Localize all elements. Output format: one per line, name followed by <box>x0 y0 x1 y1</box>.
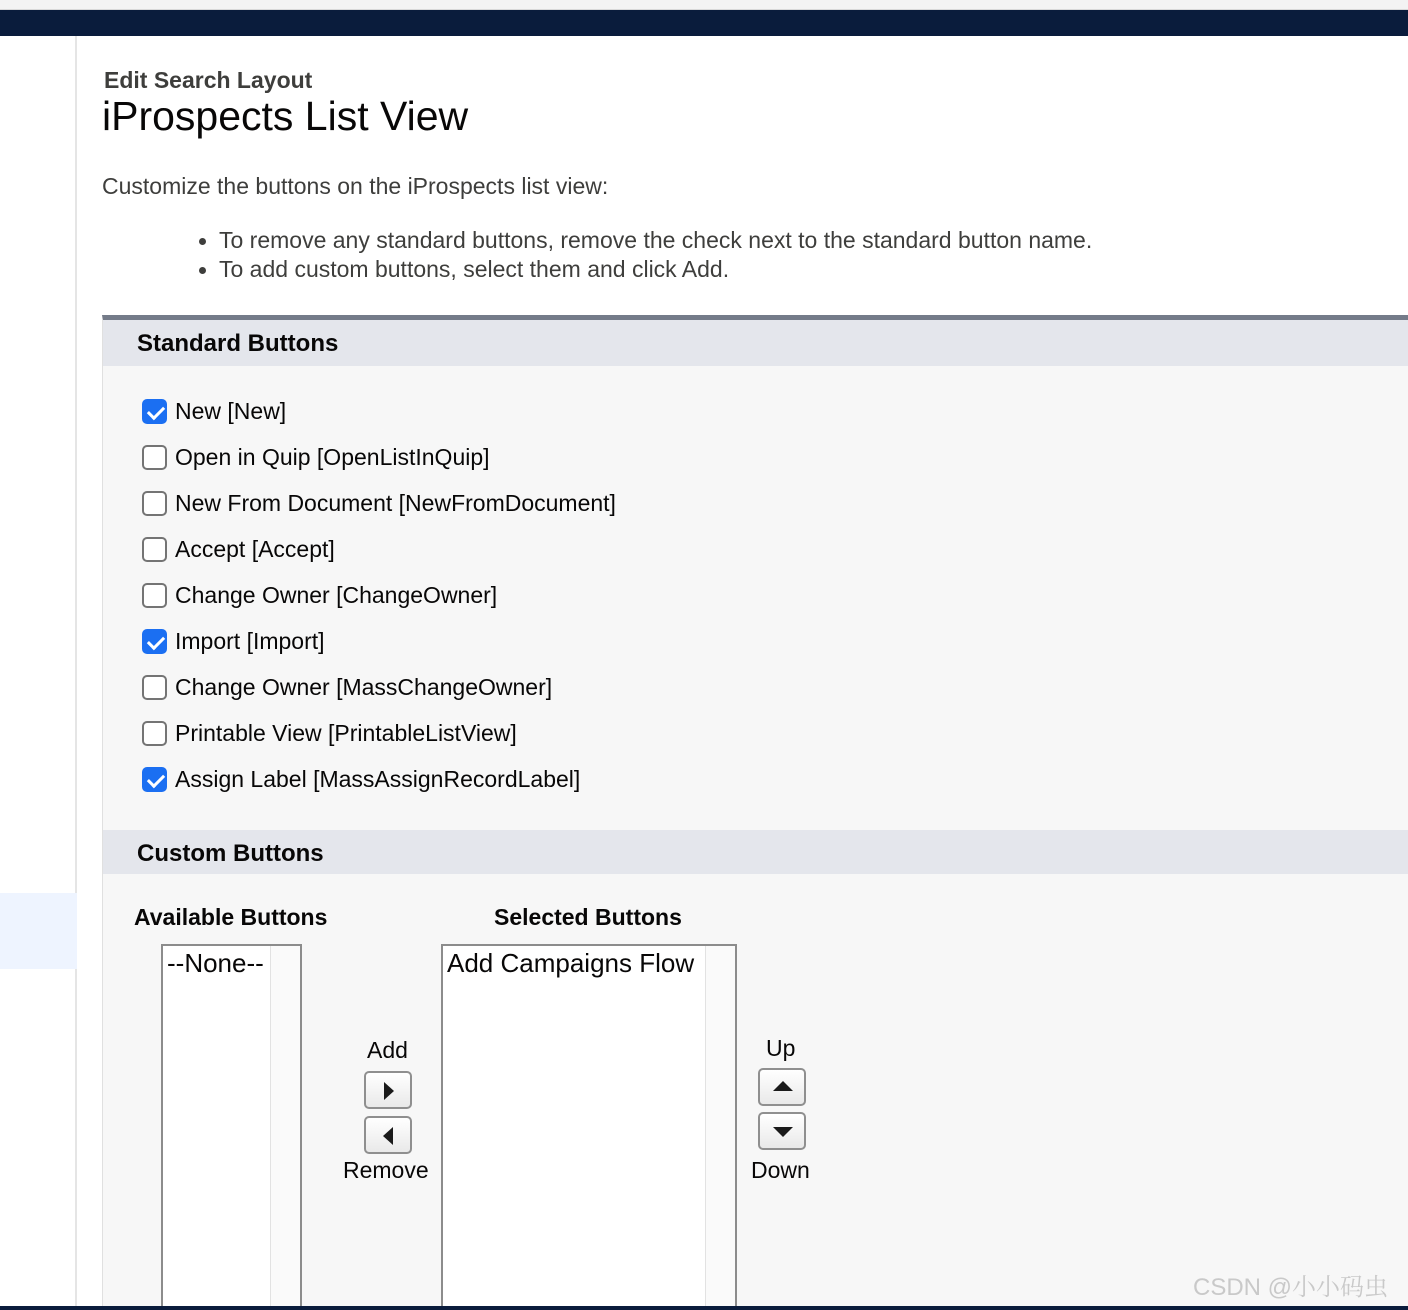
left-navigation-rail <box>0 36 77 1310</box>
main-content <box>79 36 1408 1310</box>
custom-buttons-header <box>103 830 1408 874</box>
standard-button-row[interactable] <box>142 388 616 434</box>
button-layout-panel <box>102 315 1408 1310</box>
move-down-button[interactable] <box>758 1112 806 1150</box>
standard-button-row[interactable] <box>142 664 616 710</box>
checkbox-label: New [New] <box>175 397 287 424</box>
selected-buttons-heading: Selected Buttons <box>494 904 682 930</box>
standard-button-row[interactable] <box>142 526 616 572</box>
up-label: Up <box>766 1035 796 1061</box>
intro-text: Customize the buttons on the iProspects list view: <box>102 173 609 199</box>
bottom-edge <box>0 1306 1408 1310</box>
available-buttons-listbox[interactable] <box>161 944 302 1310</box>
instruction-item: To add custom buttons, select them and click Add. <box>196 255 1092 284</box>
standard-buttons-list <box>142 388 616 802</box>
available-buttons-heading: Available Buttons <box>134 904 328 930</box>
checkbox[interactable] <box>142 721 167 746</box>
add-button[interactable] <box>364 1071 412 1109</box>
standard-button-row[interactable] <box>142 480 616 526</box>
checkbox[interactable] <box>142 583 167 608</box>
listbox-scrollbar[interactable] <box>705 946 735 1310</box>
global-header-bar <box>0 10 1408 36</box>
checkbox-label: Assign Label [MassAssignRecordLabel] <box>175 765 581 792</box>
left-rail-selected-item[interactable] <box>0 893 77 969</box>
checkbox-label: Accept [Accept] <box>175 535 335 562</box>
listbox-option[interactable]: Add Campaigns Flow <box>447 948 695 978</box>
browser-top-strip <box>0 0 1408 10</box>
add-label: Add <box>367 1037 408 1063</box>
instruction-list <box>196 226 1092 284</box>
checkbox[interactable] <box>142 537 167 562</box>
remove-label: Remove <box>343 1157 429 1183</box>
page-title: iProspects List View <box>102 93 469 139</box>
checkbox[interactable] <box>142 491 167 516</box>
checkbox-label: Change Owner [MassChangeOwner] <box>175 673 553 700</box>
checkbox-label: Printable View [PrintableListView] <box>175 719 517 746</box>
page-eyebrow: Edit Search Layout <box>104 67 313 93</box>
standard-button-row[interactable] <box>142 756 616 802</box>
standard-buttons-header <box>103 320 1408 366</box>
checkbox[interactable] <box>142 675 167 700</box>
instruction-item: To remove any standard buttons, remove the check next to the standard button name. <box>196 226 1092 255</box>
standard-button-row[interactable] <box>142 572 616 618</box>
checkbox-label: New From Document [NewFromDocument] <box>175 489 616 516</box>
section-title: Standard Buttons <box>137 330 339 357</box>
checkbox-label: Open in Quip [OpenListInQuip] <box>175 443 490 470</box>
checkbox[interactable] <box>142 445 167 470</box>
watermark: CSDN @小小码虫 <box>1193 1274 1389 1301</box>
standard-button-row[interactable] <box>142 434 616 480</box>
listbox-scrollbar[interactable] <box>270 946 300 1310</box>
listbox-option[interactable]: --None-- <box>167 948 264 978</box>
down-label: Down <box>751 1157 810 1183</box>
standard-button-row[interactable] <box>142 618 616 664</box>
checkbox-label: Import [Import] <box>175 627 325 654</box>
section-title: Custom Buttons <box>137 840 324 867</box>
checkbox-label: Change Owner [ChangeOwner] <box>175 581 498 608</box>
checkbox[interactable] <box>142 399 167 424</box>
remove-button[interactable] <box>364 1116 412 1154</box>
checkbox[interactable] <box>142 767 167 792</box>
selected-buttons-listbox[interactable] <box>441 944 737 1310</box>
standard-button-row[interactable] <box>142 710 616 756</box>
checkbox[interactable] <box>142 629 167 654</box>
move-up-button[interactable] <box>758 1068 806 1106</box>
